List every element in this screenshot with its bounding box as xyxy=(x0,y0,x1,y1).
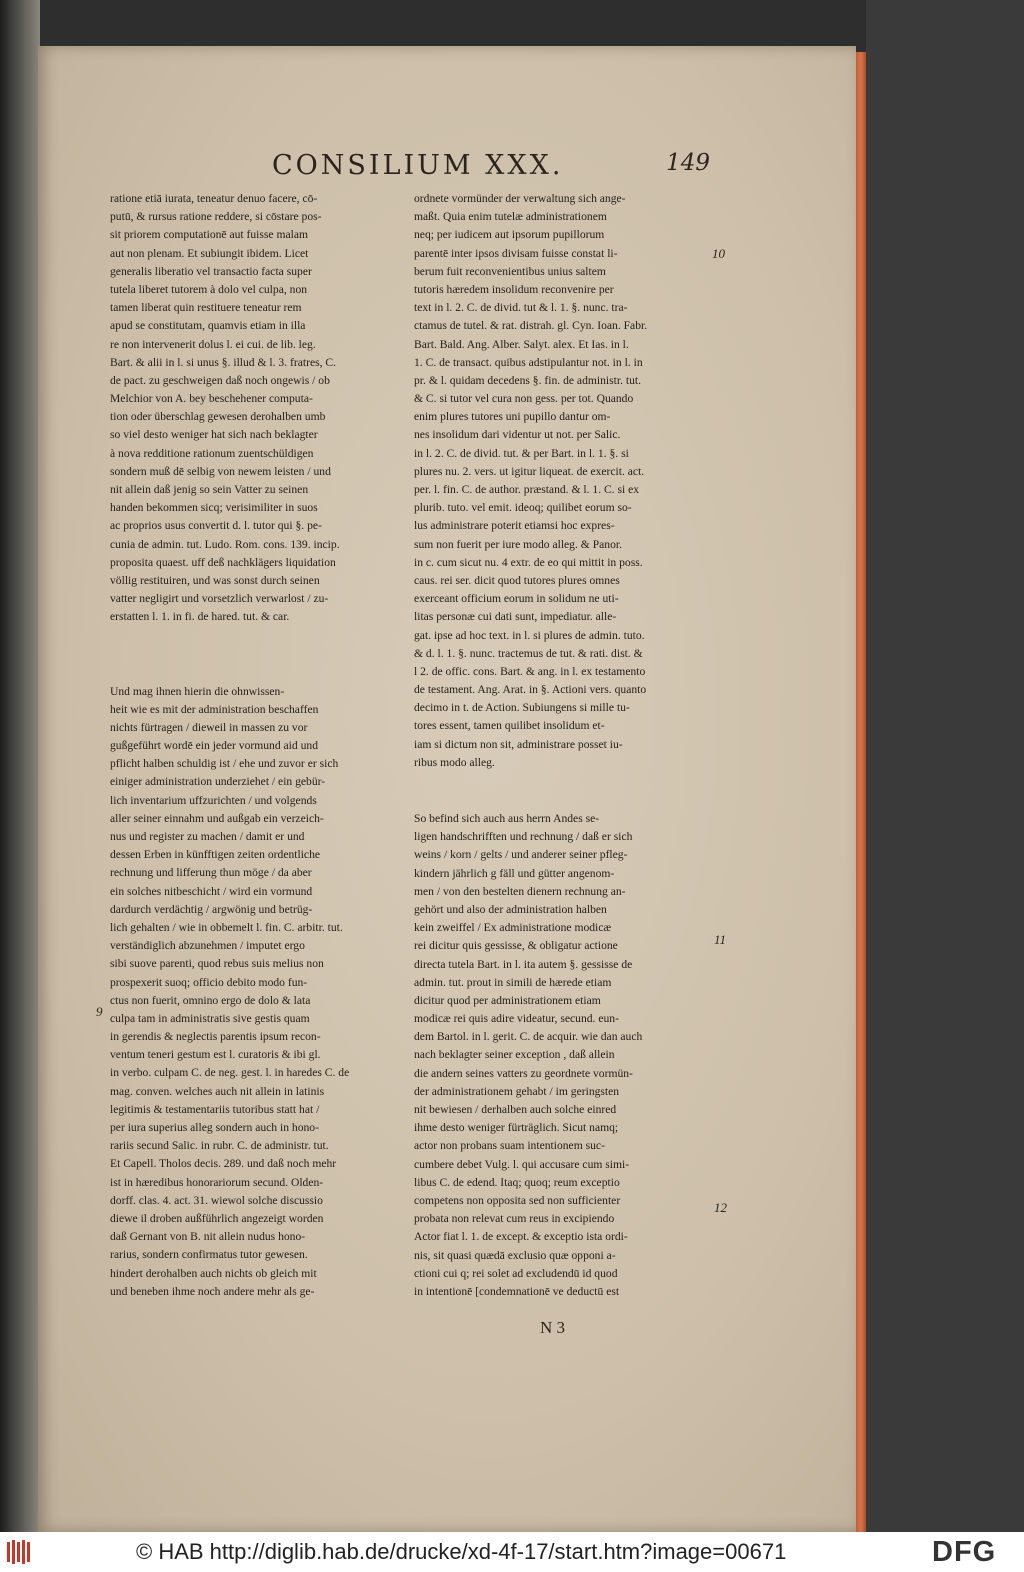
text-line: ihme desto weniger fürträglich. Sicut namq; xyxy=(414,1121,619,1135)
text-line: dardurch verdächtig / argwönig und betrüg- xyxy=(110,902,313,916)
text-line: rechnung und lifferung thun möge / da aber xyxy=(110,866,312,880)
text-line: per. l. fin. C. de author. præstand. & l. 1. C. si ex xyxy=(414,483,640,496)
text-line: in gerendis & neglectis parentis ipsum recon- xyxy=(110,1030,321,1044)
text-line: culpa tam in administratis sive gestis quam xyxy=(110,1011,310,1025)
text-line: Bart. Bald. Ang. Alber. Salyt. alex. Et Ias. in l. xyxy=(414,337,629,351)
text-line: sondern muß dē selbig von newem leisten / und xyxy=(110,464,331,478)
text-line: dem Bartol. in l. gerit. C. de acquir. wie dan auch xyxy=(414,1030,643,1044)
text-line: ein solches nitbeschicht / wird ein vormund xyxy=(110,884,313,898)
text-line: einiger administration underziehet / ein gebür- xyxy=(110,775,326,789)
left-column xyxy=(110,190,406,1301)
text-line: dicitur quod per administrationem etiam xyxy=(414,993,601,1007)
text-line: ist in hæredibus honorariorum secund. Olden- xyxy=(110,1175,324,1189)
text-line: text in l. 2. C. de divid. tut & l. 1. §. nunc. tra- xyxy=(414,301,628,315)
text-line: de testament. Ang. Arat. in §. Actioni vers. quanto xyxy=(414,683,647,697)
text-line: ctioni cui q; rei solet ad excludendū id quod xyxy=(414,1266,618,1280)
text-line: admin. tut. prout in simili de hærede etiam xyxy=(414,975,612,989)
text-line: gehört und also der administration halben xyxy=(414,902,607,916)
text-line: sum non fuerit per iure modo alleg. & Panor. xyxy=(414,537,623,551)
margin-number: 9 xyxy=(96,1004,103,1019)
book-spine-shadow xyxy=(0,0,40,1532)
text-line: modicæ rei quis adire videatur, secund. eun- xyxy=(414,1012,619,1026)
page-number: 149 xyxy=(666,150,710,176)
text-line: exerceant officium eorum in solidum ne uti- xyxy=(414,592,619,606)
text-line: aller seiner einnahm und außgab ein verzeich- xyxy=(110,811,324,825)
text-line: in verbo. culpam C. de neg. gest. l. in haredes C. de xyxy=(110,1066,350,1080)
text-line: cumbere debet Vulg. l. qui accusare cum simi- xyxy=(414,1157,630,1171)
text-line: berum fuit reconvenientibus unius saltem xyxy=(414,264,606,278)
text-line: iam si dictum non sit, administrare posset iu- xyxy=(414,737,623,751)
text-line: tamen liberat quin restituere teneatur rem xyxy=(110,301,302,315)
text-line: Und mag ihnen hierin die ohnwissen- xyxy=(110,684,285,698)
text-line: aut non plenam. Et subiungit ibidem. Licet xyxy=(110,246,309,260)
text-line: plures nu. 2. vers. ut igitur liqueat. de exercit. act. xyxy=(414,464,645,478)
text-line: mag. conven. welches auch nit allein in latinis xyxy=(110,1084,325,1098)
text-line: ratione etiā iurata, teneatur denuo facere, cō- xyxy=(110,192,318,205)
text-line: ligen handschrifften und rechnung / daß er sich xyxy=(414,830,633,844)
text-line: per iura superius alleg sondern auch in hono- xyxy=(110,1121,319,1134)
text-line: nit bewiesen / derhalben auch solche einred xyxy=(414,1103,617,1116)
text-line: erstatten l. 1. in fi. de hared. tut. & car. xyxy=(110,610,290,624)
text-line: kindern jährlich g fäll und gütter angenom- xyxy=(414,866,615,880)
text-line: gat. ipse ad hoc text. in l. si plures de admin. tuto. xyxy=(414,628,645,642)
text-line: nus und register zu machen / damit er und xyxy=(110,830,305,843)
text-line: ribus modo alleg. xyxy=(414,755,495,769)
text-line: weins / korn / gelts / und anderer seiner pfleg- xyxy=(414,848,628,862)
text-line: re non intervenerit dolus l. ei cui. de lib. leg. xyxy=(110,337,316,351)
text-line: nit allein daß jenig so sein Vatter zu seinen xyxy=(110,483,309,496)
text-line: directa tutela Bart. in l. ita autem §. gessisse de xyxy=(414,957,633,971)
text-line: Bart. & alii in l. si unus §. illud & l. 3. fratres, C. xyxy=(110,355,337,369)
page-header xyxy=(240,150,710,186)
dfg-logo: DFG xyxy=(932,1536,997,1568)
text-line: tutela liberet tutorem à dolo vel culpa, non xyxy=(110,282,308,296)
text-line: in l. 2. C. de divid. tut. & per Bart. in l. 1. §. si xyxy=(414,446,629,460)
scan-background xyxy=(866,0,1024,1532)
text-line: litas personæ cui dati sunt, impediatur. alle- xyxy=(414,610,617,624)
text-line: daß Gernant von B. nit allein nudus hono- xyxy=(110,1230,306,1244)
text-line: competens non opposita sed non sufficienter xyxy=(414,1193,621,1207)
signature-mark: N 3 xyxy=(540,1318,566,1337)
text-line: caus. rei ser. dicit quod tutores plures omnes xyxy=(414,573,620,587)
text-line: parentē inter ipsos divisam fuisse constat li- xyxy=(414,246,618,260)
right-column xyxy=(414,190,706,1301)
text-line: proposita quaest. uff deß nachklägers liquidation xyxy=(110,555,336,569)
margin-number: 10 xyxy=(712,246,725,261)
text-line: rarius, sondern confirmatus tutor gewesen. xyxy=(110,1248,308,1262)
text-line: enim plures tutores uni pupillo dantur om- xyxy=(414,410,611,424)
page-title: CONSILIUM XXX. xyxy=(272,150,564,181)
right-block-1 xyxy=(414,190,706,772)
text-line: rei dicitur quis gessisse, & obligatur actione xyxy=(414,939,618,953)
text-line: apud se constitutam, quamvis etiam in illa xyxy=(110,319,306,333)
text-line: à nova redditione rationum zuentschüldigen xyxy=(110,446,314,460)
text-line: verständiglich abzunehmen / imputet ergo xyxy=(110,939,305,953)
text-line: & C. si tutor vel cura non gess. per tot. Quando xyxy=(414,392,634,406)
text-line: ventum teneri gestum est l. curatoris & ibi gl. xyxy=(110,1048,321,1062)
text-line: 1. C. de transact. quibus adstipulantur not. in l. in xyxy=(414,355,643,369)
text-line: nichts fürtragen / dieweil in massen zu vor xyxy=(110,720,308,734)
text-line: kein zweiffel / Ex administratione modicæ xyxy=(414,921,612,935)
text-line: hindert derohalben auch nichts ob gleich mit xyxy=(110,1266,317,1280)
text-line: actor non probans suam intentionem suc- xyxy=(414,1139,605,1153)
left-block-2 xyxy=(110,683,406,1301)
text-line: in c. cum sicut nu. 4 extr. de eo qui mittit in poss. xyxy=(414,555,643,569)
text-line: Et Capell. Tholos decis. 289. und daß noch mehr xyxy=(110,1157,337,1171)
text-line: nis, sit quasi quædā exclusio quæ opponi a- xyxy=(414,1248,616,1262)
text-line: neq; per iudicem aut ipsorum pupillorum xyxy=(414,228,605,242)
text-line: ctus non fuerit, omnino ergo de dolo & lata xyxy=(110,993,311,1007)
text-line: ac proprios usus convertit d. l. tutor qui §. pe- xyxy=(110,519,322,533)
text-line: lich inventarium uffzurichten / und volgends xyxy=(110,793,317,807)
text-line: sit priorem computationē aut fuisse malam xyxy=(110,228,309,242)
text-line: dessen Erben in künfftigen zeiten ordentliche xyxy=(110,848,321,862)
footer-bar xyxy=(0,1532,1024,1572)
text-line: de pact. zu geschweigen daß noch ongewis / ob xyxy=(110,373,330,387)
text-line: cunia de admin. tut. Ludo. Rom. cons. 139. incip. xyxy=(110,537,340,551)
text-line: lich gehalten / wie in obbemelt l. fin. C. arbitr. tut. xyxy=(110,920,343,934)
text-line: tutoris hæredem insolidum reconvenire per xyxy=(414,282,614,296)
margin-number: 12 xyxy=(714,1200,727,1215)
text-line: Actor fiat l. 1. de except. & exceptio ista ordi- xyxy=(414,1230,628,1244)
text-line: prospexerit suoq; officio debito modo fun- xyxy=(110,975,308,989)
text-line: dorff. clas. 4. act. 31. wiewol solche discussio xyxy=(110,1193,323,1207)
left-block-1 xyxy=(110,190,406,627)
text-line: diewe il droben außführlich angezeigt worden xyxy=(110,1211,324,1225)
text-line: und beneben ihme noch andere mehr als ge- xyxy=(110,1284,315,1298)
text-line: plurib. tuto. vel emit. ideoq; quilibet eorum so- xyxy=(414,501,632,515)
text-line: generalis liberatio vel transactio facta super xyxy=(110,264,312,278)
text-line: pr. & l. quidam decedens §. fin. de administr. tut. xyxy=(414,373,642,387)
text-line: sibi suove parenti, quod rebus suis melius non xyxy=(110,957,324,971)
text-line: gußgeführt wordē ein jeder vormund aid und xyxy=(110,739,318,753)
text-line: men / von den bestelten dienern rechnung an- xyxy=(414,884,626,898)
text-line: So befind sich auch aus herrn Andes se- xyxy=(414,812,600,825)
text-line: putū, & rursus ratione reddere, si cōstare pos- xyxy=(110,210,322,224)
text-line: die andern seines vatters zu geordnete vormün- xyxy=(414,1066,633,1080)
text-line: pflicht halben schuldig ist / ehe und zuvor er sich xyxy=(110,757,339,771)
text-line: tion oder überschlag gewesen derohalben umb xyxy=(110,410,326,424)
margin-number: 11 xyxy=(714,932,727,947)
text-line: heit wie es mit der administration beschaffen xyxy=(110,702,319,716)
text-line: decimo in t. de Action. Subiungens si mille tu- xyxy=(414,701,630,715)
text-line: ordnete vormünder der verwaltung sich ange- xyxy=(414,192,626,205)
text-line: vatter negligirt und vorsetzlich verwarlost / zu- xyxy=(110,592,329,606)
text-line: handen bekommen sicq; verisimiliter in suos xyxy=(110,501,318,515)
text-line: völlig restituiren, und was sonst durch seinen xyxy=(110,573,320,587)
text-line: legitimis & testamentariis tutoribus statt hat / xyxy=(110,1102,320,1116)
text-line: libus C. de edend. Itaq; quoq; reum exceptio xyxy=(414,1175,620,1189)
page-edge xyxy=(856,52,866,1532)
text-line: so viel desto weniger hat sich nach beklagter xyxy=(110,428,318,442)
text-line: l 2. de offic. cons. Bart. & ang. in l. ex testamento xyxy=(414,664,646,678)
text-line: rariis secund Salic. in rubr. C. de administr. tut. xyxy=(110,1139,329,1153)
text-line: & d. l. 1. §. nunc. tractemus de tut. & rati. dist. & xyxy=(414,646,643,660)
copyright-url[interactable]: © HAB http://diglib.hab.de/drucke/xd-4f-17/start.htm?image=00671 xyxy=(136,1539,787,1564)
text-line: maßt. Quia enim tutelæ administrationem xyxy=(414,210,607,224)
text-line: der administrationem gehabt / im geringsten xyxy=(414,1084,620,1098)
text-line: Melchior von A. bey beschehener computa- xyxy=(110,392,313,406)
library-logo-icon xyxy=(6,1539,34,1565)
text-line: ctamus de tutel. & rat. distrah. gl. Cyn. Ioan. Fabr. xyxy=(414,319,648,333)
text-line: probata non relevat cum reus in excipiendo xyxy=(414,1212,615,1226)
right-block-2 xyxy=(414,810,706,1301)
text-line: in intentionē [condemnationē ve deductū est xyxy=(414,1284,620,1298)
text-line: lus administrare poterit etiamsi hoc expres- xyxy=(414,519,615,533)
text-line: nes insolidum dari videntur ut not. per Salic. xyxy=(414,428,621,442)
text-line: tores essent, tamen quilibet insolidum et- xyxy=(414,719,605,733)
text-line: nach beklagter seiner exception , daß allein xyxy=(414,1048,615,1062)
